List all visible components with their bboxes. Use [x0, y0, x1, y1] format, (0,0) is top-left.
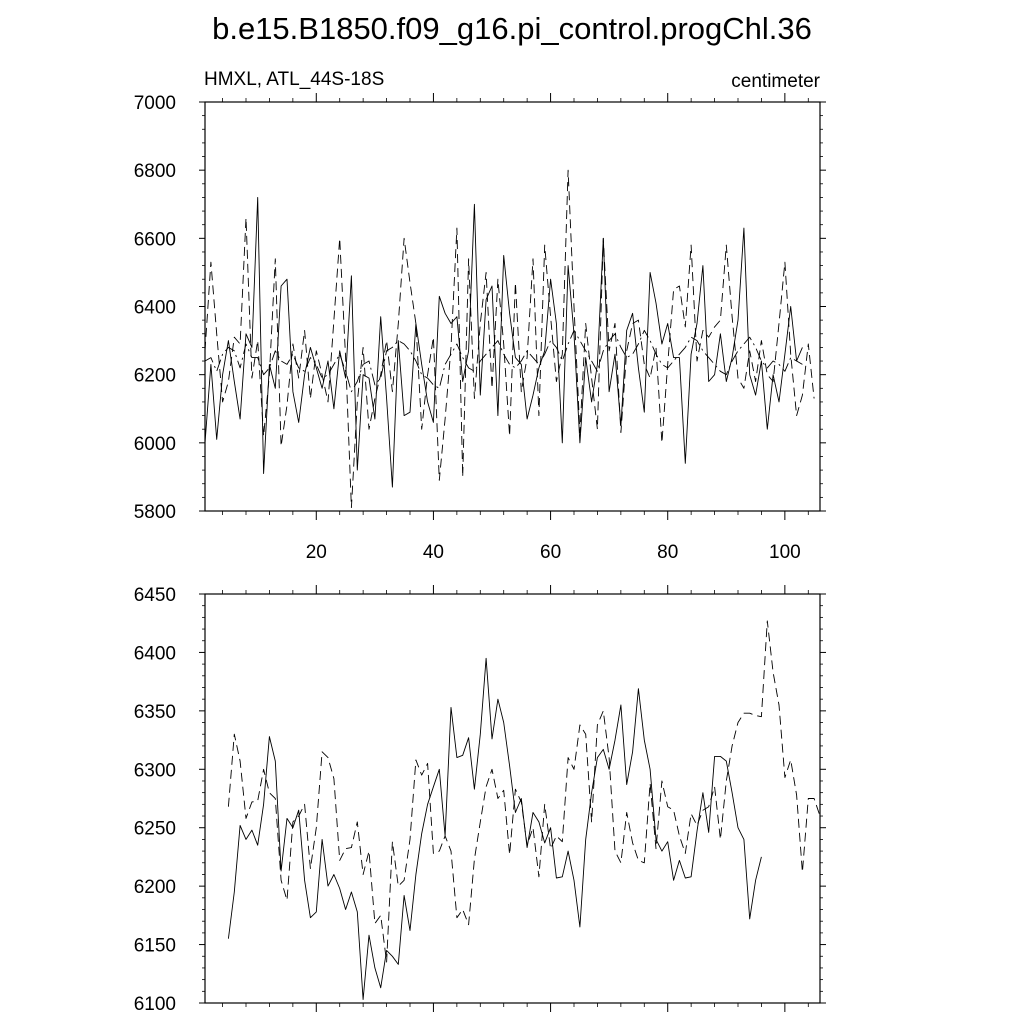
y-tick-label: 6200	[133, 877, 176, 899]
y-tick-label: 6200	[133, 365, 176, 387]
y-tick-label: 6400	[133, 643, 176, 665]
figure-title: b.e15.B1850.f09_g16.pi_control.progChl.36	[212, 11, 812, 46]
series-line-dashed	[205, 170, 814, 507]
top-panel	[134, 93, 826, 563]
x-tick-label: 60	[540, 542, 562, 563]
bottom-panel	[134, 585, 826, 1015]
y-tick-label: 6100	[133, 994, 176, 1015]
y-tick-label: 6250	[133, 818, 176, 840]
plot-frame	[205, 102, 820, 511]
y-tick-label: 6600	[133, 229, 176, 251]
x-tick-label: 40	[422, 542, 444, 563]
series-line-dashed	[228, 621, 820, 962]
series-line-dashdot	[205, 330, 802, 391]
y-tick-label: 6350	[133, 701, 176, 723]
y-tick-label: 5800	[133, 502, 176, 523]
y-tick-label: 7000	[133, 93, 176, 114]
y-tick-label: 6450	[133, 585, 176, 606]
units-label: centimeter	[731, 71, 820, 92]
y-tick-label: 6150	[133, 935, 176, 957]
plot-frame	[205, 594, 820, 1003]
x-tick-label: 80	[657, 542, 679, 563]
y-tick-label: 6800	[133, 161, 176, 183]
panel-variable-label: HMXL, ATL_44S-18S	[204, 69, 385, 90]
x-tick-label: 20	[305, 542, 327, 563]
y-tick-label: 6300	[133, 760, 176, 782]
series-line-solid	[228, 658, 761, 999]
y-tick-label: 6400	[133, 297, 176, 319]
y-tick-label: 6000	[133, 433, 176, 455]
x-tick-label: 100	[769, 542, 801, 563]
